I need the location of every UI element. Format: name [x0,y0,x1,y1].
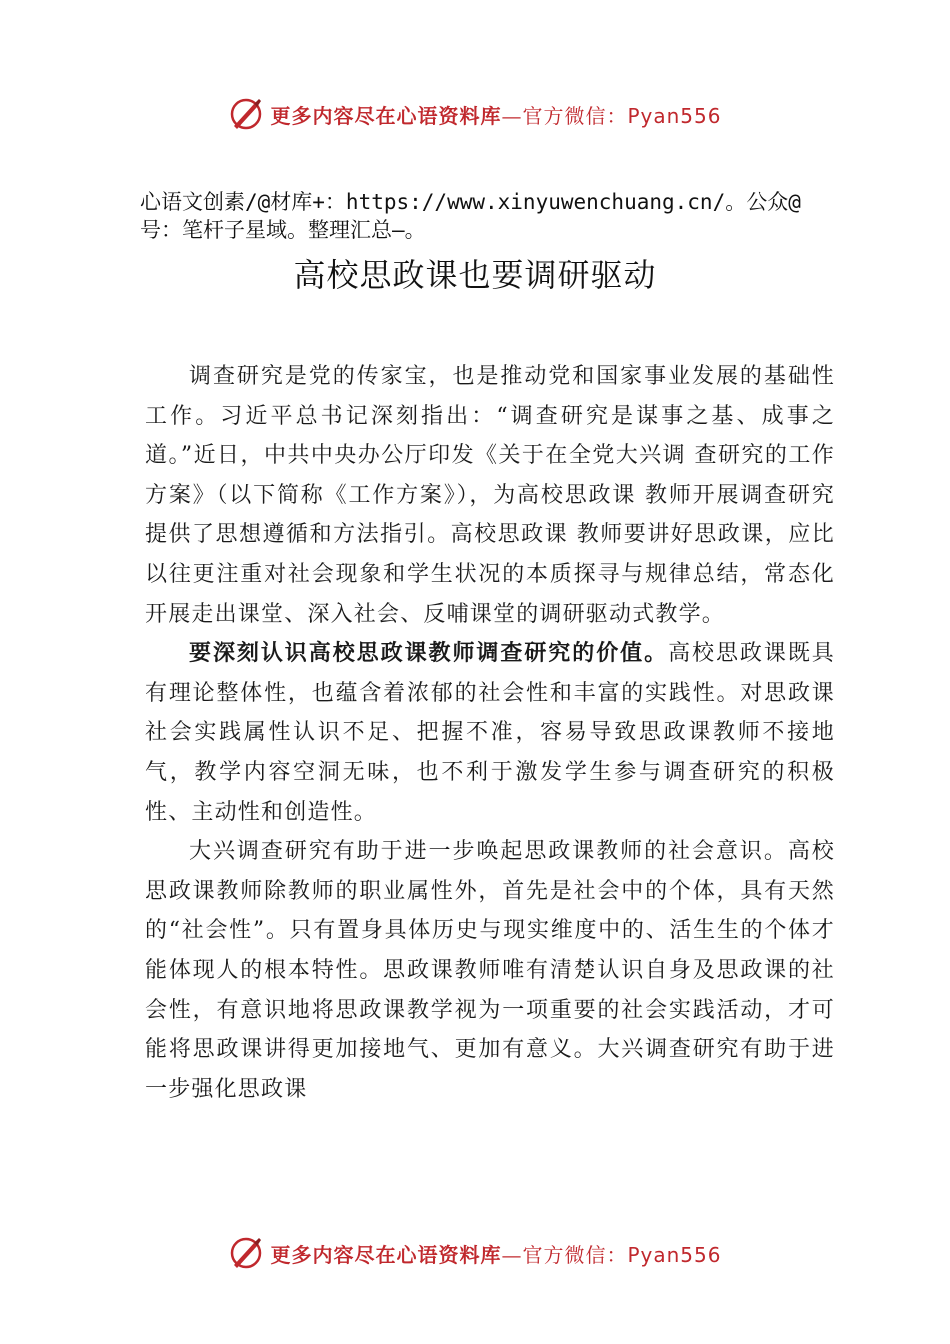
header-banner [0,94,950,134]
banner-text: 更多内容尽在心语资料库—官方微信：Pyan556 [270,103,722,128]
paragraph-3: 大兴调查研究有助于进一步唤起思政课教师的社会意识。高校思政课教师除教师的职业属性外，首先是社会中的个体，具有天然的“社会性”。只有置身具体历史与现实维度中的、活生生的个体才能体现人的根本特性。思政课教师唯有清楚认识自身及思政课的社会性，有意识地将思政课教学视为一项重要的社会实践活动，才可能将思政课讲得更加接地气、更加有意义。大兴调查研究有助于进一步强化思政课 [145,839,835,1102]
paragraph-lead: 要深刻认识高校思政课教师调查研究的价值。 [189,641,669,667]
page-title: 高校思政课也要调研驱动 [293,256,657,294]
pen-circle-logo-icon [228,1235,264,1271]
pen-circle-logo-icon [228,96,264,132]
paragraph-1: 调查研究是党的传家宝，也是推动党和国家事业发展的基础性工作。习近平总书记深刻指出：“调查研究是谋事之基、成事之道。”近日，中共中央办公厅印发《关于在全党大兴调 查研究的工作方案》（以下简称《工作方案》），为高校思政课 教师开展调查研究提供了思想遵循和方法指引。高校思政课 教师要讲好思政课，应比以往更注重对社会现象和学生状况的本质探寻与规律总结，常态化开展走出课堂、深入社会、反哺课堂的调研驱动式教学。 [145,364,835,627]
banner-text: 更多内容尽在心语资料库—官方微信：Pyan556 [270,1242,722,1267]
paragraph-2: 要深刻认识高校思政课教师调查研究的价值。高校思政课既具有理论整体性，也蕴含着浓郁的社会性和丰富的实践性。对思政课社会实践属性认识不足、把握不准，容易导致思政课教师不接地气，教学内容空洞无味，也不利于激发学生参与调查研究的积极性、主动性和创造性。 [145,641,835,825]
source-line: 心语文创素/@材库+：https://www.xinyuwenchuang.cn/。公众@号：笔杆子星域。整理汇总—。 [140,190,801,242]
footer-banner [0,1233,950,1273]
article-body [145,357,835,1109]
